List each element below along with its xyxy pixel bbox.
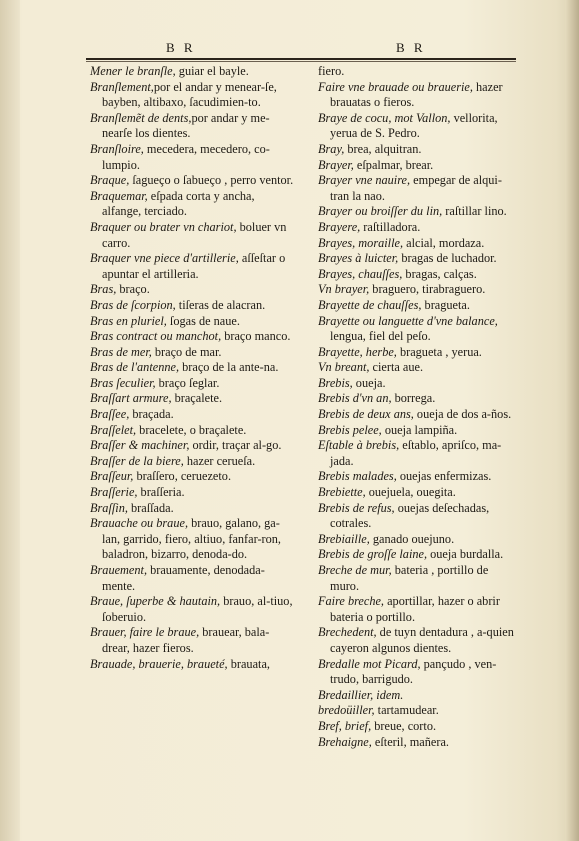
dictionary-entry (318, 688, 516, 704)
entry-headword: Brayette ou languette d'vne balance, (318, 313, 498, 328)
entry-headword: Brauache ou braue, (90, 516, 189, 531)
dictionary-entry (318, 236, 516, 252)
entry-definition: aportillar, hazer o abrir bateria o portillo. (330, 594, 500, 624)
entry-headword: Braye de cocu, mot Vallon, (318, 110, 451, 125)
entry-definition: breue, corto. (371, 718, 437, 733)
entry-headword: Brayes, moraille, (318, 235, 404, 250)
entry-headword: Brebiaille, (318, 531, 370, 546)
dictionary-entry (318, 282, 516, 298)
entry-definition: tartamudear. (374, 703, 439, 718)
dictionary-entry (318, 376, 516, 392)
entry-definition: ouejuela, ouegita. (365, 485, 456, 500)
entry-headword: Brebis, (318, 375, 353, 390)
entry-definition: braſſero, ceruezeto. (133, 469, 232, 484)
entry-definition: brauata, (227, 656, 270, 671)
entry-headword: Bray, (318, 141, 345, 156)
dictionary-entry (318, 267, 516, 283)
dictionary-entry (318, 625, 516, 656)
page-gutter-shadow (0, 0, 20, 841)
entry-definition: bateria , portillo de muro. (330, 563, 489, 593)
dictionary-entry (90, 314, 295, 330)
entry-definition: bragas de luchador. (398, 251, 497, 266)
dictionary-entry (90, 423, 295, 439)
entry-definition: ſagueço o ſabueço , perro ventor. (129, 173, 294, 188)
dictionary-entry (90, 485, 295, 501)
entry-headword: Bras, (90, 282, 117, 297)
dictionary-entry (318, 423, 516, 439)
entry-definition: ordir, traçar al-go. (189, 438, 282, 453)
entry-definition: raſtilladora. (360, 219, 421, 234)
running-header (86, 40, 516, 58)
dictionary-entry (318, 204, 516, 220)
entry-definition: braſſeria. (137, 485, 185, 500)
dictionary-entry (318, 703, 516, 719)
entry-definition: eſteril, mañera. (371, 734, 449, 749)
entry-headword: Bras ſeculier, (90, 375, 156, 390)
entry-headword: Branſlement, (90, 79, 154, 94)
dictionary-entry (318, 391, 516, 407)
entry-headword: Braue, ſuperbe & hautain, (90, 594, 221, 609)
entry-headword: Brayer vne nauire, (318, 173, 411, 188)
dictionary-entry (90, 282, 295, 298)
dictionary-entry (90, 438, 295, 454)
entry-definition: empegar de alqui-tran la nao. (330, 173, 502, 203)
entry-definition: oueja de dos a-ños. (413, 407, 512, 422)
dictionary-entry (90, 111, 295, 142)
entry-headword: Vn breant, (318, 360, 370, 375)
entry-headword: Brebis de deux ans, (318, 407, 414, 422)
entry-headword: Brayette de chauſſes, (318, 297, 422, 312)
entry-headword: bredoüiller, (318, 703, 375, 718)
dictionary-entry (318, 719, 516, 735)
entry-definition: braço ſeglar. (155, 375, 220, 390)
entry-headword: Bredaillier, idem. (318, 687, 404, 702)
dictionary-entry (318, 158, 516, 174)
entry-headword: Bras de mer, (90, 344, 152, 359)
dictionary-entry (90, 391, 295, 407)
entry-definition: oueja lampiña. (381, 422, 458, 437)
dictionary-entry (318, 345, 516, 361)
entry-definition: raſtillar lino. (442, 204, 507, 219)
entry-definition: brauo, al-tiuo, ſoberuio. (102, 594, 293, 624)
left-column (90, 64, 295, 672)
dictionary-entry (318, 469, 516, 485)
entry-definition: borrega. (391, 391, 436, 406)
entry-definition: brea, alquitran. (344, 141, 422, 156)
entry-headword: Braſſeur, (90, 469, 134, 484)
entry-definition: bragas, calças. (402, 266, 477, 281)
dictionary-entry (318, 501, 516, 532)
entry-headword: Brauer, faire le braue, (90, 625, 200, 640)
dictionary-entry (90, 251, 295, 282)
dictionary-entry (90, 142, 295, 173)
entry-definition: eſpalmar, brear. (353, 157, 434, 172)
entry-headword: Braſſerie, (90, 485, 138, 500)
entry-headword: Brauade, brauerie, braueté, (90, 656, 228, 671)
entry-headword: Braſſelet, (90, 422, 137, 437)
dictionary-entry (318, 220, 516, 236)
dictionary-entry (90, 516, 295, 563)
entry-definition: ſogas de naue. (166, 313, 240, 328)
entry-definition: ouejas deſechadas, cotrales. (330, 500, 490, 531)
entry-definition: braçalete. (171, 391, 223, 406)
dictionary-entry (90, 594, 295, 625)
entry-definition: eſpada corta y ancha, alfange, terciado. (102, 188, 255, 219)
entry-headword: Mener le branſle, (90, 64, 176, 78)
dictionary-entry (90, 220, 295, 251)
entry-definition: brauamente, denodada-mente. (102, 563, 265, 593)
entry-definition: fiero. (318, 64, 345, 78)
dictionary-entry (318, 360, 516, 376)
entry-headword: Brebis malades, (318, 469, 397, 484)
entry-definition: oueja burdalla. (427, 547, 504, 562)
dictionary-entry (90, 376, 295, 392)
dictionary-entry (90, 329, 295, 345)
entry-headword: Faire breche, (318, 594, 385, 609)
dictionary-entry (318, 547, 516, 563)
entry-headword: Braquer ou brater vn chariot, (90, 219, 237, 234)
entry-headword: Brebis pelee, (318, 422, 382, 437)
entry-definition: braço manco. (221, 329, 291, 344)
dictionary-entry (90, 407, 295, 423)
entry-headword: Braſſart armure, (90, 391, 172, 406)
dictionary-entry (318, 173, 516, 204)
entry-headword: Brebis d'vn an, (318, 391, 392, 406)
entry-headword: Brebis de refus, (318, 500, 395, 515)
entry-headword: Brebiette, (318, 485, 366, 500)
entry-definition: hazer brauatas o fieros. (330, 79, 503, 110)
entry-definition: brauo, galano, ga-lan, garrido, fiero, altiuo, fanfar-ron, baladron, bizarro, denoda-do. (102, 516, 282, 562)
entry-definition: ouejas enfermizas. (396, 469, 492, 484)
dictionary-entry (318, 314, 516, 345)
page-edge-shadow (565, 0, 579, 841)
entry-definition: por el andar y menear-ſe, bayben, altibaxo, ſacudimien-to. (102, 79, 277, 110)
entry-definition: aſſeſtar o apuntar el artilleria. (102, 251, 286, 281)
entry-definition: ganado ouejuno. (369, 531, 455, 546)
dictionary-entry (90, 454, 295, 470)
dictionary-entry (90, 298, 295, 314)
entry-headword: Faire vne brauade ou brauerie, (318, 79, 473, 94)
dictionary-entry (318, 111, 516, 142)
entry-definition: de tuyn dentadura , a-quien cayeron algunos dientes. (330, 625, 514, 655)
entry-headword: Bras en pluriel, (90, 313, 167, 328)
header-rule-thin (86, 61, 516, 62)
dictionary-entry (318, 657, 516, 688)
entry-headword: Brebis de groſſe laine, (318, 547, 428, 562)
entry-headword: Vn brayer, (318, 282, 370, 297)
entry-headword: Braquer vne piece d'artillerie, (90, 251, 239, 266)
dictionary-entry (90, 625, 295, 656)
entry-definition: oueja. (352, 375, 386, 390)
entry-headword: Brauement, (90, 563, 148, 577)
entry-definition: hazer cerueſa. (183, 453, 256, 468)
entry-headword: Braque, (90, 173, 130, 188)
entry-headword: Branſlemẽt de dents, (90, 110, 192, 125)
header-right: B R (396, 40, 426, 55)
entry-definition: pançudo , ven-trudo, barrigudo. (330, 656, 497, 687)
entry-definition: braſſada. (127, 500, 174, 515)
entry-definition: tiſeras de alacran. (175, 297, 266, 312)
dictionary-entry (318, 80, 516, 111)
entry-headword: Brehaigne, (318, 734, 372, 749)
dictionary-entry (90, 501, 295, 517)
entry-headword: Braſſer de la biere, (90, 453, 184, 468)
dictionary-entry (318, 485, 516, 501)
header-rule (86, 58, 516, 60)
entry-definition: eſtablo, apriſco, ma-jada. (330, 438, 502, 468)
entry-headword: Brayes, chauſſes, (318, 266, 403, 281)
dictionary-entry (318, 438, 516, 469)
entry-headword: Brayere, (318, 219, 361, 234)
dictionary-entry (90, 189, 295, 220)
entry-definition: braçada. (129, 407, 174, 422)
entry-definition: cierta aue. (369, 360, 424, 375)
dictionary-entry (90, 657, 295, 673)
entry-definition: braguero, tirabraguero. (369, 282, 486, 297)
dictionary-entry (318, 532, 516, 548)
entry-headword: Bras de ſcorpion, (90, 297, 176, 312)
entry-definition: bracelete, o braçalete. (136, 422, 247, 437)
dictionary-entry (318, 298, 516, 314)
dictionary-entry (90, 360, 295, 376)
dictionary-entry (318, 64, 516, 80)
entry-definition: boluer vn carro. (102, 219, 287, 250)
entry-definition: por andar y me-nearſe los dientes. (102, 110, 270, 141)
entry-headword: Brayes à luicter, (318, 251, 399, 266)
entry-headword: Bref, brief, (318, 718, 372, 733)
entry-headword: Bras contract ou manchot, (90, 329, 222, 344)
entry-definition: braço de mar. (151, 344, 222, 359)
entry-headword: Breche de mur, (318, 563, 392, 577)
dictionary-entry (90, 64, 295, 80)
dictionary-entry (318, 251, 516, 267)
header-left: B R (166, 40, 196, 55)
entry-headword: Brayer, (318, 157, 354, 172)
entry-definition: guiar el bayle. (175, 64, 249, 78)
entry-definition: bragueta , yerua. (396, 344, 482, 359)
entry-definition: mecedera, mecedero, co-lumpio. (102, 141, 270, 172)
entry-headword: Brayette, herbe, (318, 344, 397, 359)
entry-definition: vellorita, yerua de S. Pedro. (330, 110, 498, 141)
entry-definition: braço. (116, 282, 150, 297)
entry-headword: Bredalle mot Picard, (318, 656, 421, 671)
entry-headword: Braquemar, (90, 188, 148, 203)
dictionary-entry (90, 173, 295, 189)
entry-headword: Brayer ou broiſſer du lin, (318, 204, 443, 219)
entry-headword: Branſloire, (90, 141, 144, 156)
entry-headword: Braſſee, (90, 407, 130, 422)
entry-headword: Bras de l'antenne, (90, 360, 180, 375)
dictionary-entry (318, 563, 516, 594)
entry-headword: Braſſer & machiner, (90, 438, 190, 453)
entry-definition: brauear, bala-drear, hazer fieros. (102, 625, 270, 655)
dictionary-entry (90, 469, 295, 485)
entry-definition: bragueta. (421, 297, 470, 312)
entry-definition: braço de la ante-na. (179, 360, 279, 375)
entry-headword: Brechedent, (318, 625, 377, 640)
dictionary-entry (90, 563, 295, 594)
dictionary-entry (318, 594, 516, 625)
entry-definition: alcial, mordaza. (403, 235, 485, 250)
dictionary-entry (90, 80, 295, 111)
entry-headword: Eſtable à brebis, (318, 438, 400, 453)
dictionary-entry (90, 345, 295, 361)
entry-headword: Braſſin, (90, 500, 128, 515)
dictionary-entry (318, 407, 516, 423)
dictionary-entry (318, 142, 516, 158)
dictionary-entry (318, 735, 516, 751)
entry-definition: lengua, fiel del peſo. (330, 329, 431, 344)
right-column (318, 64, 516, 750)
